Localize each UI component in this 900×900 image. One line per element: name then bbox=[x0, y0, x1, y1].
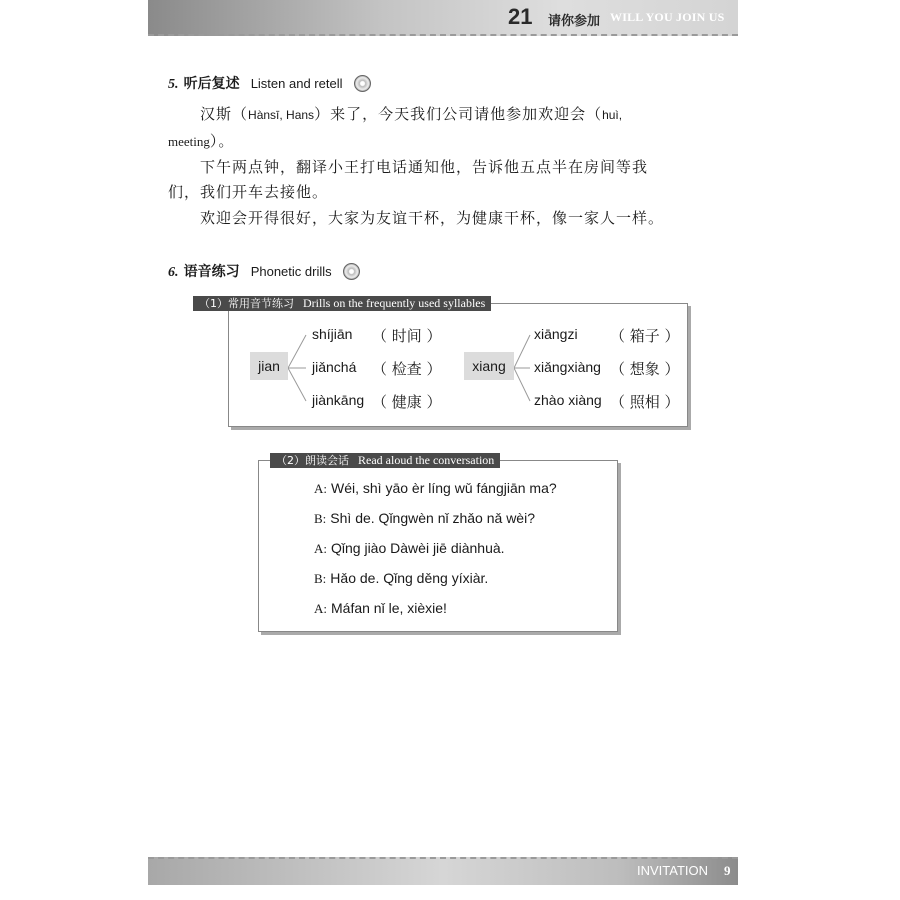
section-title-en: Phonetic drills bbox=[250, 264, 332, 279]
cd-icon[interactable] bbox=[343, 263, 360, 280]
section-5-heading bbox=[168, 73, 371, 93]
speaker-label: B: bbox=[314, 571, 327, 586]
speaker-label: A: bbox=[314, 481, 327, 496]
syllable-hanzi: （ 照相 ） bbox=[610, 393, 680, 411]
section-number: 5. bbox=[168, 77, 179, 92]
dialogue-line bbox=[314, 600, 447, 617]
root-syllable-jian: jian bbox=[250, 352, 288, 380]
paragraph-2-line-1: 下午两点钟，翻译小王打电话通知他，告诉他五点半在房间等我 bbox=[200, 158, 649, 176]
dialogue-line bbox=[314, 510, 535, 527]
speaker-label: A: bbox=[314, 541, 327, 556]
conversation-label bbox=[270, 453, 500, 468]
pinyin-segment: Hànsī, Hans bbox=[248, 108, 315, 122]
syllable-pinyin: shíjiān bbox=[312, 326, 353, 342]
syllable-hanzi: （ 时间 ） bbox=[372, 327, 442, 345]
section-title-en: Listen and retell bbox=[250, 76, 343, 91]
text-segment: ）。 bbox=[209, 132, 235, 150]
section-title-cn: 听后复述 bbox=[183, 76, 240, 92]
syllable-hanzi: （ 箱子 ） bbox=[610, 327, 680, 345]
pinyin-segment: huì, bbox=[602, 108, 623, 122]
footer-label: INVITATION bbox=[637, 863, 709, 878]
chapter-title-en: WILL YOU JOIN US bbox=[610, 10, 725, 24]
dialogue-text: Qǐng jiào Dàwèi jiē diànhuà. bbox=[331, 540, 505, 556]
text-segment: meeting bbox=[168, 134, 210, 149]
speaker-label: B: bbox=[314, 511, 327, 526]
label-cn: （1）常用音节练习 bbox=[199, 297, 294, 310]
chapter-title-cn: 请你参加 bbox=[548, 14, 601, 29]
dialogue-text: Shì de. Qǐngwèn nǐ zhǎo nǎ wèi? bbox=[330, 510, 535, 526]
dialogue-line bbox=[314, 540, 505, 557]
root-syllable-xiang: xiang bbox=[464, 352, 514, 380]
syllable-pinyin: jiànkāng bbox=[312, 392, 365, 408]
dialogue-line bbox=[314, 570, 488, 587]
syllable-hanzi: （ 检查 ） bbox=[372, 360, 442, 378]
syllable-pinyin: jiǎnchá bbox=[312, 359, 357, 375]
section-6-heading bbox=[168, 261, 360, 281]
label-en: Drills on the frequently used syllables bbox=[303, 296, 486, 310]
syllable-pinyin: xiǎngxiàng bbox=[534, 359, 601, 375]
speaker-label: A: bbox=[314, 601, 327, 616]
syllable-pinyin: xiāngzi bbox=[534, 326, 578, 342]
chapter-number: 21 bbox=[508, 4, 533, 29]
text-segment: ）来了，今天我们公司请他参加欢迎会（ bbox=[314, 105, 603, 123]
page-number: 9 bbox=[724, 863, 731, 878]
dialogue-text: Wéi, shì yāo èr líng wǔ fángjiān ma? bbox=[331, 480, 557, 496]
cd-icon[interactable] bbox=[354, 75, 371, 92]
dialogue-text: Máfan nǐ le, xièxie! bbox=[331, 600, 447, 616]
syllable-hanzi: （ 健康 ） bbox=[372, 393, 442, 411]
dialogue-text: Hǎo de. Qǐng děng yíxiàr. bbox=[330, 570, 489, 586]
text-segment: 汉斯 bbox=[200, 105, 233, 123]
paragraph-1-line-1 bbox=[200, 103, 622, 124]
dialogue-line bbox=[314, 480, 557, 497]
paragraph-1-line-2 bbox=[168, 130, 234, 151]
label-en: Read aloud the conversation bbox=[358, 453, 495, 467]
paragraph-2-line-2: 们，我们开车去接他。 bbox=[168, 183, 329, 201]
paragraph-3: 欢迎会开得很好，大家为友谊干杯，为健康干杯，像一家人一样。 bbox=[200, 209, 665, 227]
text-segment: （ bbox=[232, 105, 249, 123]
syllable-hanzi: （ 想象 ） bbox=[610, 360, 680, 378]
section-title-cn: 语音练习 bbox=[183, 264, 240, 280]
section-number: 6. bbox=[168, 265, 179, 280]
syllable-pinyin: zhào xiàng bbox=[534, 392, 602, 408]
label-cn: （2）朗读会话 bbox=[276, 454, 349, 467]
